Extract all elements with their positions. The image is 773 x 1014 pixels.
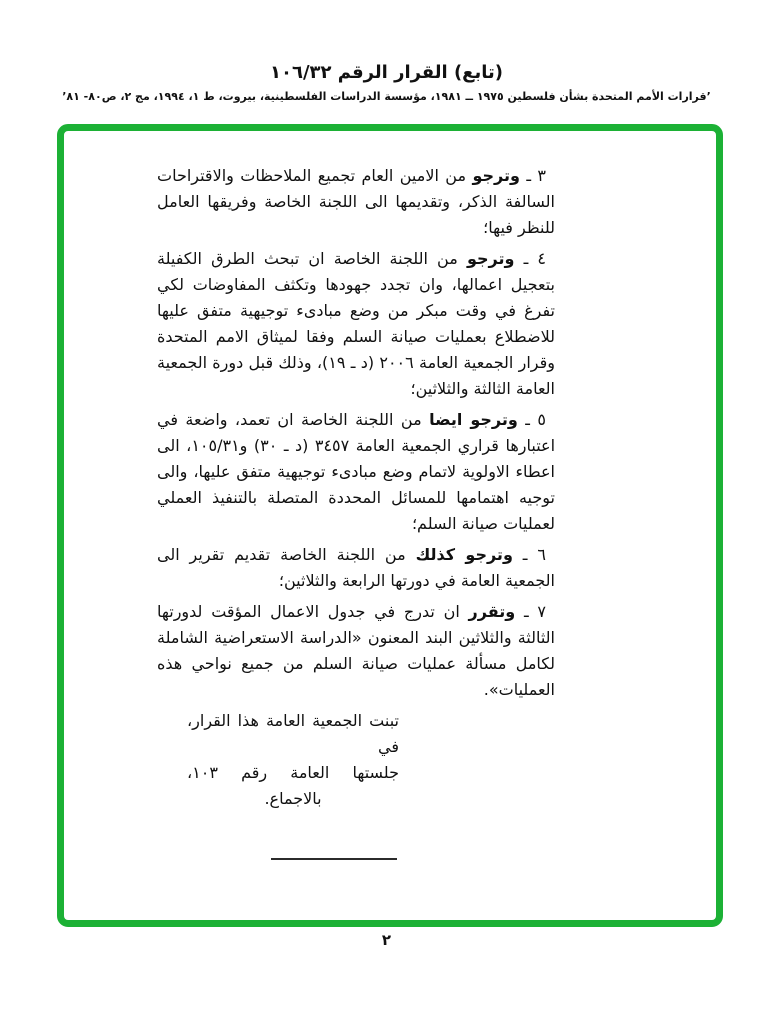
paragraph-4-number: ٤ ـ — [523, 249, 547, 268]
adoption-note — [187, 708, 399, 812]
paragraph-7-number: ٧ ـ — [523, 602, 546, 621]
paragraph-5-keyword: وترجو ايضا — [429, 410, 518, 429]
resolution-body — [157, 163, 555, 860]
paragraph-3-number: ٣ ـ — [526, 166, 546, 185]
paragraph-6-number: ٦ ـ — [522, 545, 546, 564]
paragraph-5 — [157, 407, 555, 537]
paragraph-4 — [157, 246, 555, 402]
page-number: ٢ — [381, 931, 392, 949]
paragraph-6-keyword: وترجو كذلك — [415, 545, 513, 564]
paragraph-4-text: من اللجنة الخاصة ان تبحث الطرق الكفيلة بتعجيل اعمالها، وان تجدد جهودها وتكثف المفاوضات لكي تفرغ في وقت مبكر من وضع مبادىء توجيهية متفق عليها للاضطلاع بعمليات صيانة السلم وفقا لميثاق الامم المتحدة وقرار الجمعية العامة ٢٠٠٦ (د ـ ١٩)، وذلك قبل دورة الجمعية العامة الثالثة والثلاثين؛ — [157, 249, 556, 398]
paragraph-4-keyword: وترجو — [466, 249, 515, 268]
paragraph-7-keyword: وتقرر — [468, 602, 516, 621]
adoption-note-line-3: بالاجماع. — [264, 789, 322, 808]
adoption-note-line-2: جلستها العامة رقم ١٠٣، — [187, 763, 399, 782]
paragraph-6-text: من اللجنة الخاصة تقديم تقرير الى الجمعية العامة في دورتها الرابعة والثلاثين؛ — [157, 545, 555, 590]
paragraph-5-number: ٥ ـ — [525, 410, 546, 429]
green-highlight-box — [57, 124, 723, 927]
separator-rule — [271, 858, 397, 860]
adoption-note-line-1: تبنت الجمعية العامة هذا القرار، في — [187, 711, 399, 756]
paragraph-5-text: من اللجنة الخاصة ان تعمد، واضعة في اعتبارها قراري الجمعية العامة ٣٤٥٧ (د ـ ٣٠) و١٠٥/٣١، الى اعطاء الاولوية لاتمام وضع مبادىء توجيهية متفق عليها، والى توجيه اهتمامها للمسائل المحددة المتصلة بالتنفيذ العملي لعمليات صيانة السلم؛ — [157, 410, 556, 533]
paragraph-6 — [157, 542, 555, 594]
paragraph-7 — [157, 599, 555, 703]
document-title: (تابع) القرار الرقم ١٠٦/٣٢ — [270, 62, 503, 83]
paragraph-3 — [157, 163, 555, 241]
document-header — [0, 62, 773, 103]
source-citation: ’قرارات الأمم المتحدة بشأن فلسطين ١٩٧٥ ــ ١٩٨١، مؤسسة الدراسات الفلسطينية، بيروت، ط ١، ١٩٩٤، مج ٢، ص٨٠- ٨١’ — [62, 90, 711, 103]
paragraph-3-text: من الامين العام تجميع الملاحظات والاقتراحات السالفة الذكر، وتقديمها الى اللجنة الخاصة وفريقها العامل للنظر فيها؛ — [157, 166, 555, 237]
paragraph-7-text: ان تدرج في جدول الاعمال المؤقت لدورتها الثالثة والثلاثين البند المعنون «الدراسة الاستعراضية الشاملة لكامل مسألة عمليات صيانة السلم من جميع نواحي هذه العمليات». — [157, 602, 555, 699]
paragraph-3-keyword: وترجو — [472, 166, 520, 185]
